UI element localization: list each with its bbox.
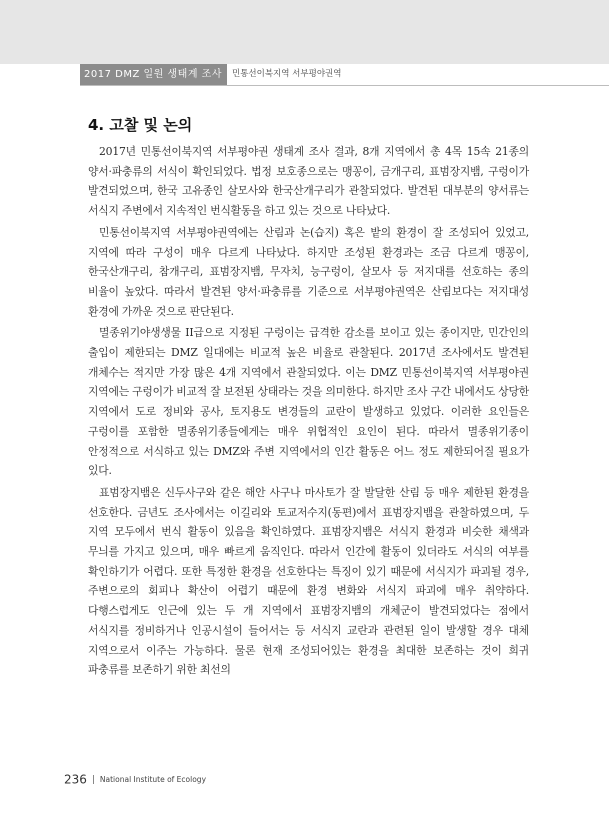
section-heading: 4. 고찰 및 논의 (88, 116, 193, 134)
paragraph-3: 멸종위기야생생물 II급으로 지정된 구렁이는 급격한 감소를 보이고 있는 종이지만, 민간인의 출입이 제한되는 DMZ 일대에는 비교적 높은 비율로 관찰된다. 2017년 조사에서도 발견된 개체수는 적지만 가장 많은 4개 지역에서 관찰되었다. 이는 DMZ 민통선이북지역 서부평야권 지역에는 구렁이가 비교적 잘 보전된 상태라는 것을 의미한다. 하지만 조사 구간 내에서도 상당한 지역에서 도로 정비와 공사, 토지용도 변경들의 교란이 발생하고 있었다. 이러한 요인들은 구렁이를 포함한 멸종위기종들에게는 매우 위협적인 요인이 된다. 따라서 멸종위기종이 안정적으로 서식하고 있는 DMZ와 주변 지역에서의 인간 활동은 어느 정도 제한되어질 필요가 있다. (88, 326, 529, 478)
header-rule (80, 85, 609, 86)
paragraph-4: 표범장지뱀은 신두사구와 같은 해안 사구나 마사토가 잘 발달한 산림 등 매우 제한된 환경을 선호한다. 금년도 조사에서는 이길리와 토교저수지(동편)에서 표범장지뱀을 관찰하였으며, 두 지역 모두에서 번식 활동이 있음을 확인하였다. 표범장지뱀은 서식지 환경과 비슷한 채색과 무늬를 가지고 있으며, 매우 빠르게 움직인다. 따라서 인간에 활동이 있더라도 서식의 여부를 확인하기가 어렵다. 또한 특정한 환경을 선호한다는 특징이 있기 때문에 서식지가 파괴될 경우, 주변으로의 회피나 확산이 어렵기 때문에 환경 변화와 서식지 파괴에 매우 취약하다. 다행스럽게도 인근에 있는 두 개 지역에서 표범장지뱀의 개체군이 발견되었다는 점에서 서식지를 정비하거나 인공시설이 들어서는 등 서식지 교란과 관련된 일이 발생할 경우 대체 지역으로서 이주는 가능하다. 물론 현재 조성되어있는 환경을 최대한 보존하는 것이 희귀 파충류를 보존하기 위한 최선의 (88, 485, 529, 677)
paragraph-1: 2017년 민통선이북지역 서부평야권 생태계 조사 결과, 8개 지역에서 총 4목 15속 21종의 양서·파충류의 서식이 확인되었다. 법정 보호종으로는 맹꽁이, 금개구리, 표범장지뱀, 구렁이가 발견되었으며, 한국 고유종인 살모사와 한국산개구리가 관찰되었다. 발견된 대부분의 양서류는 서식지 주변에서 지속적인 번식활동을 하고 있는 것으로 나타났다. (88, 145, 529, 218)
header-divider (226, 64, 227, 85)
paragraph-2: 민통선이북지역 서부평야권역에는 산림과 논(습지) 혹은 밭의 환경이 잘 조성되어 있었고, 지역에 따라 구성이 매우 다르게 나타났다. 하지만 조성된 환경과는 조금 다르게 맹꽁이, 한국산개구리, 참개구리, 표범장지뱀, 무자치, 능구렁이, 살모사 등 저지대를 선호하는 종의 비율이 높았다. 따라서 발견된 양서·파충류를 기준으로 서부평야권역은 산림보다는 저지대성 환경에 가까운 것으로 판단된다. (88, 225, 529, 318)
footer-institution: National Institute of Ecology (99, 775, 207, 784)
header-region-title: 민통선이북지역 서부평야권역 (232, 69, 342, 79)
page-footer (64, 769, 206, 785)
header-report-title: 2017 DMZ 일원 생태계 조사 (80, 64, 226, 85)
page-number: 236 (64, 772, 87, 787)
body-text (88, 142, 529, 682)
top-gray-band (0, 0, 609, 64)
footer-divider (93, 775, 94, 784)
